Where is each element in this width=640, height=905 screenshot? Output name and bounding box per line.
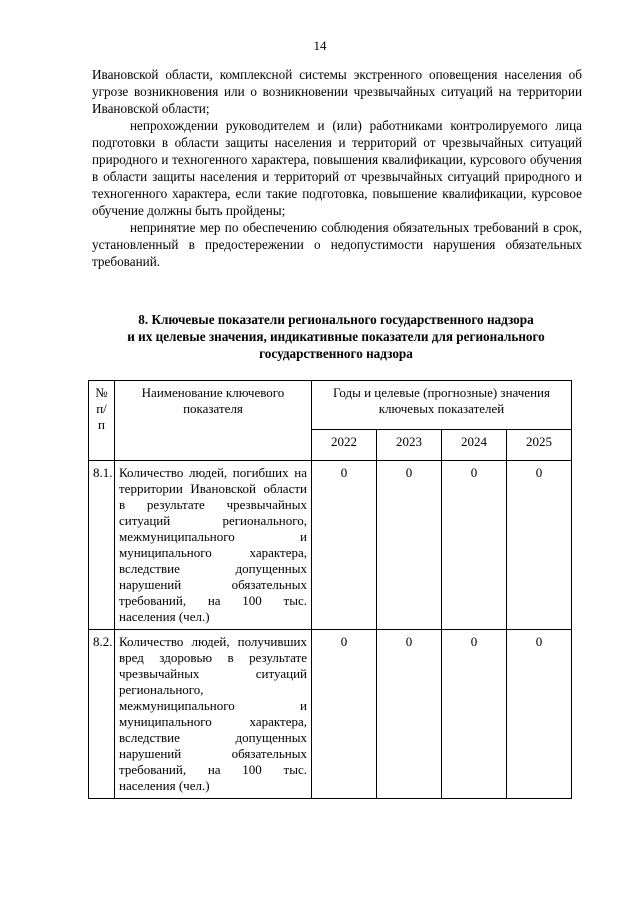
row-value: 0 xyxy=(377,630,442,799)
paragraph-3: непринятие мер по обеспечению соблюдения обязательных требований в срок, установленный в предостережении о недопустимости нарушения обязательных требований. xyxy=(92,220,582,269)
row-num: 8.2. xyxy=(89,630,115,799)
section-title xyxy=(80,311,592,362)
header-years-title: Годы и целевые (прогнозные) значения ключевых показателей xyxy=(312,381,572,430)
header-year-2025: 2025 xyxy=(507,430,572,461)
page-number: 14 xyxy=(313,38,327,53)
header-year-2023: 2023 xyxy=(377,430,442,461)
row-value: 0 xyxy=(442,461,507,630)
row-value: 0 xyxy=(312,461,377,630)
header-name: Наименование ключевого показателя xyxy=(115,381,312,461)
row-value: 0 xyxy=(442,630,507,799)
paragraph-1: Ивановской области, комплексной системы экстренного оповещения населения об угрозе возникновения или о возникновении чрезвычайных ситуаций на территории Ивановской области; xyxy=(92,67,582,116)
section-title-line-2: и их целевые значения, индикативные показатели для регионального xyxy=(127,329,545,344)
paragraph-2: непрохождении руководителем и (или) работниками контролируемого лица подготовки в области защиты населения и территорий от чрезвычайных ситуаций природного и техногенного характера, повышения квалификации, курсового обучения в области защиты населения и территорий от чрезвычайных ситуаций природного и техногенного характера, если такие подготовка, повышение квалификации, курсовое обучение должны быть пройдены; xyxy=(92,118,582,218)
row-value: 0 xyxy=(312,630,377,799)
row-num: 8.1. xyxy=(89,461,115,630)
indicators-table xyxy=(88,380,572,799)
section-title-line-1: 8. Ключевые показатели регионального государственного надзора xyxy=(138,312,534,327)
table-row xyxy=(89,461,572,630)
row-value: 0 xyxy=(507,461,572,630)
table-row xyxy=(89,630,572,799)
row-indicator-name: Количество людей, получивших вред здоровью в результате чрезвычайных ситуаций регионального, межмуниципального и муниципального характера, вследствие допущенных нарушений обязательных требований, на 100 тыс. населения (чел.) xyxy=(115,630,312,799)
body-text xyxy=(92,66,582,270)
row-indicator-name: Количество людей, погибших на территории Ивановской области в результате чрезвычайных ситуаций регионального, межмуниципального и муниципального характера, вследствие допущенных нарушений обязательных требований, на 100 тыс. населения (чел.) xyxy=(115,461,312,630)
section-title-line-3: государственного надзора xyxy=(259,346,413,361)
row-value: 0 xyxy=(507,630,572,799)
row-value: 0 xyxy=(377,461,442,630)
header-year-2022: 2022 xyxy=(312,430,377,461)
header-num: № п/п xyxy=(89,381,115,461)
header-year-2024: 2024 xyxy=(442,430,507,461)
table-header-row xyxy=(89,381,572,430)
